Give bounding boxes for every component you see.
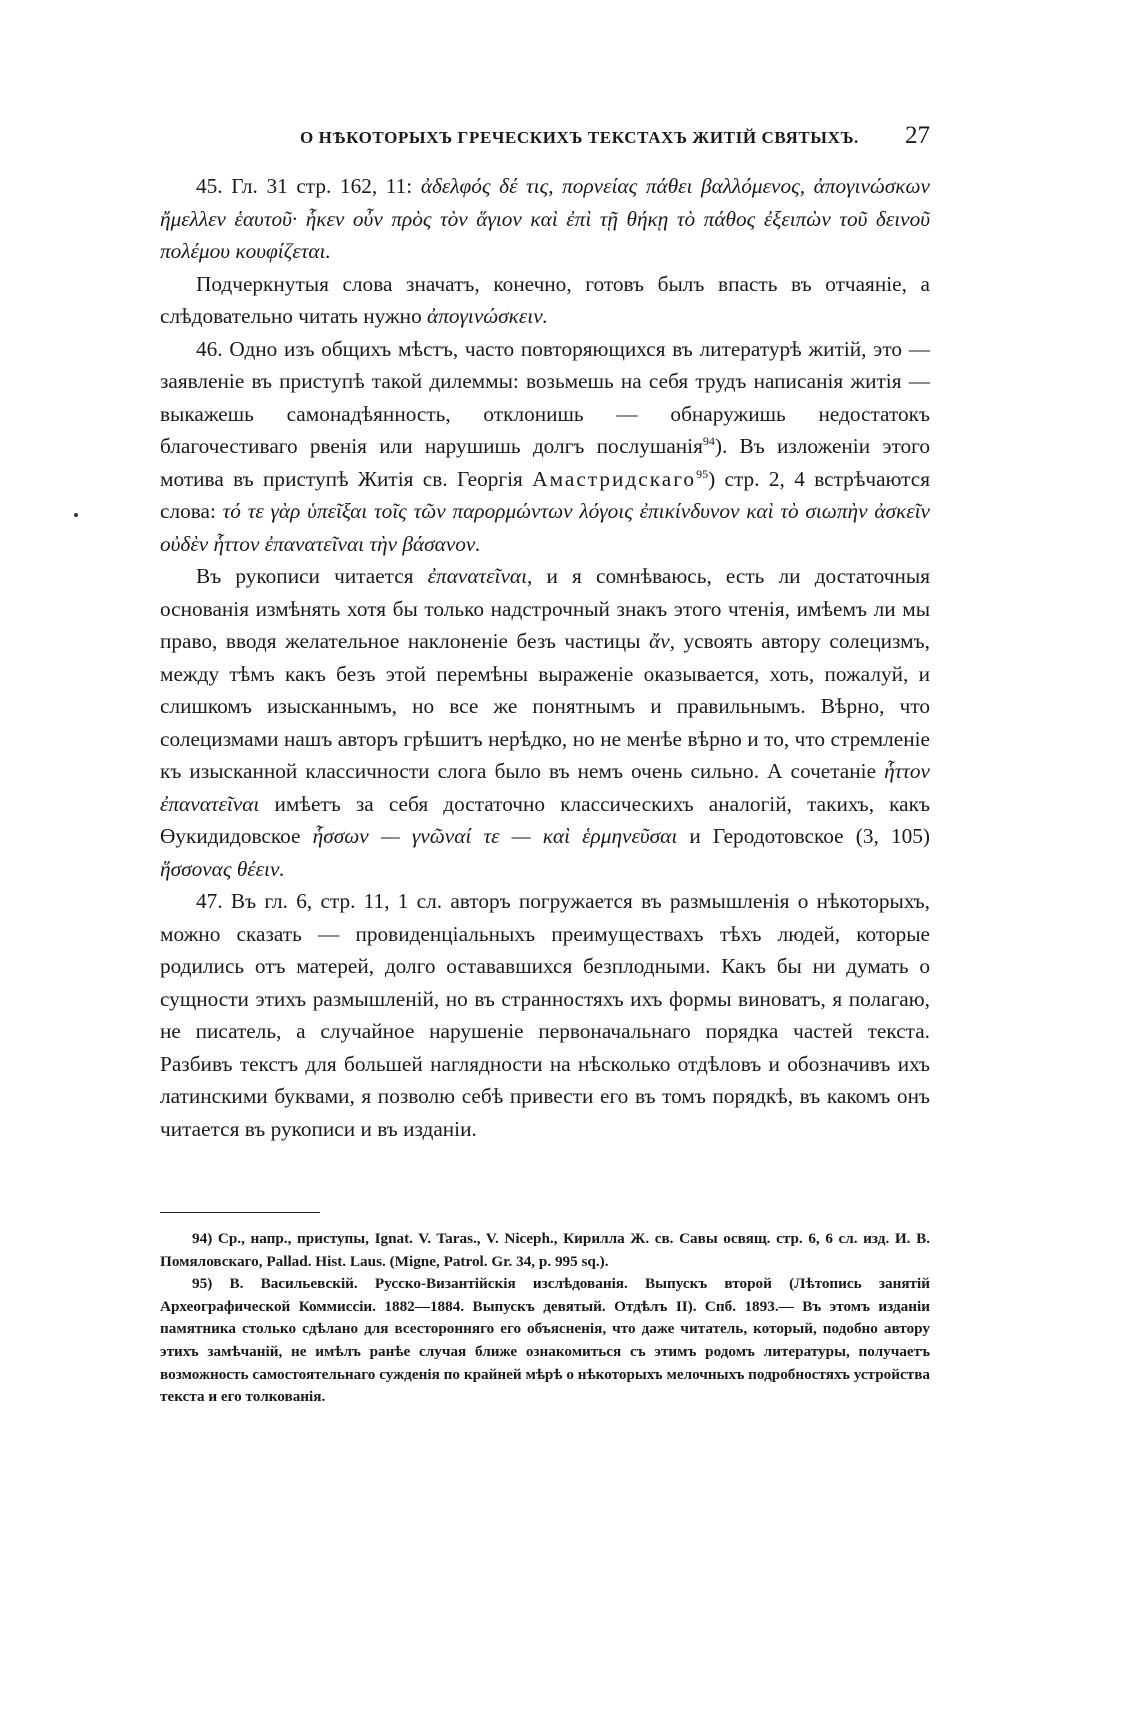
margin-mark (74, 513, 78, 517)
section-number: 47. (196, 889, 223, 913)
footnotes (160, 1228, 930, 1409)
paragraph-text: ). Въ изложеніи этого мотива въ приступѣ Житія св. Георгія (160, 434, 930, 491)
greek-word: ἧσσων — γνῶναί τε — καὶ ἑρμηνεῦσαι (312, 824, 678, 848)
main-text (160, 170, 930, 1145)
running-head (160, 124, 930, 154)
greek-word: ἥσσονας θέειν. (160, 856, 285, 881)
paragraph-text: Въ гл. 6, стр. 11, 1 сл. авторъ погружается въ размышленія о нѣкоторыхъ, можно сказать — провиденціальныхъ преимуществахъ тѣхъ людей, которые родились отъ матерей, долго остававшихся безплодными. Какъ бы ни думать о сущности этихъ размышленій, но въ странностяхъ ихъ формы виноватъ, я полагаю, не писатель, а случайное нарушеніе первоначальнаго порядка частей текста. Разбивъ текстъ для большей наглядности на нѣсколько отдѣловъ и обозначивъ ихъ латинскими буквами, я позволю себѣ привести его въ томъ порядкѣ, въ какомъ онъ читается въ рукописи и въ изданіи. (160, 889, 931, 1141)
greek-quote: τό τε γὰρ ὑπεῖξαι τοῖς τῶν παρορμώντων λόγοις ἐπικίνδυνον καὶ τὸ σιωπὴν ἀσκεῖν οὐδὲν ἧττον ἐπανατεῖναι τὴν βάσανον. (160, 499, 930, 556)
footnote-ref-94[interactable]: 94 (702, 433, 715, 448)
page-number: 27 (905, 122, 930, 149)
reference: Гл. 31 стр. 162, 11: (231, 174, 413, 198)
footnote-94: 94) Ср., напр., приступы, Ignat. V. Taras., V. Niceph., Кирилла Ж. св. Савы освящ. стр. 6, 6 сл. изд. И. В. Помяловскаго, Pallad. Hist. Laus. (Migne, Patrol. Gr. 34, p. 995 sq.). (160, 1230, 930, 1270)
paragraph-text: Въ рукописи читается (196, 564, 414, 588)
running-title: О НѢКОТОРЫХЪ ГРЕЧЕСКИХЪ ТЕКСТАХЪ ЖИТІЙ СВЯТЫХЪ. (300, 128, 859, 147)
paragraph-text: Одно изъ общихъ мѣстъ, часто повторяющихся въ литературѣ житій, это — заявленіе въ приступѣ такой дилеммы: возьмешь на себя трудъ написанія житія — выкажешь самонадѣянность, отклонишь — обнаружишь недостатокъ благочестиваго рвенія или нарушишь долгъ послушанія (160, 336, 930, 458)
spaced-name: Амастридскаго (532, 466, 697, 491)
paragraph-text: и я сомнѣваюсь, есть ли достаточныя основанія измѣнять хотя бы только надстрочный знакъ этого чтенія, имѣемъ ли мы право, вводя желательное наклоненіе безъ частицы (160, 564, 930, 653)
footnote-95: 95) В. Васильевскій. Русско-Византійскія изслѣдованія. Выпускъ второй (Лѣтопись занятій Археографической Коммиссіи. 1882—1884. Выпускъ девятый. Отдѣлъ II). Спб. 1893.— Въ этомъ изданіи памятника столько сдѣлано для всесторонняго его объясненія, что даже читатель, который, подобно автору этихъ замѣчаній, не имѣлъ ранѣе случая ближе ознакомиться съ этимъ родомъ литературы, получаетъ возможность самостоятельнаго сужденія по крайней мѣрѣ о нѣкоторыхъ мелочныхъ подробностяхъ устройства текста и его толкованія. (160, 1275, 930, 1406)
greek-word: ἐπανατεῖναι, (427, 564, 533, 588)
greek-word: ἄν, (649, 629, 675, 653)
greek-word: ἀπογινώσκειν. (427, 304, 548, 328)
section-number: 46. (196, 336, 223, 361)
paragraph-45 (160, 170, 930, 268)
paragraph-47 (160, 885, 930, 1145)
paragraph-46-comment (160, 560, 930, 885)
greek-word: ἧττον ἐπανατεῖναι (160, 759, 930, 816)
greek-quote: ἀδελφός δέ τις, πορνείας πάθει βαλλόμενος, ἀπογινώσκων ἤμελλεν ἑαυτοῦ· ἧκεν οὖν πρὸς τὸν ἅγιον καὶ ἐπὶ τῇ θήκῃ τὸ πάθος ἐξειπὼν τοῦ δεινοῦ πολέμου κουφίζεται. (160, 174, 930, 263)
paragraph-text: имѣетъ за себя достаточно классическихъ аналогій, такихъ, какъ Өукидидовское (160, 791, 930, 848)
footnote-separator (160, 1212, 320, 1213)
paragraph-text: и Геродотовское (3, 105) (689, 824, 930, 848)
paragraph-46 (160, 333, 930, 561)
paragraph-45-comment (160, 268, 930, 333)
section-number: 45. (196, 174, 223, 198)
paragraph-text: Подчеркнутыя слова значатъ, конечно, готовъ былъ впасть въ отчаяніе, а слѣдовательно читать нужно (160, 271, 930, 328)
paragraph-text: ) стр. 2, 4 встрѣчаются слова: (160, 466, 930, 523)
footnote-ref-95[interactable]: 95 (696, 466, 709, 481)
paragraph-text: усвоять автору солецизмъ, между тѣмъ какъ безъ этой перемѣны выраженіе оказывается, хоть, пожалуй, и слишкомъ изысканнымъ, но все же понятнымъ и правильнымъ. Вѣрно, что солецизмами нашъ авторъ грѣшитъ нерѣдко, но не менѣе вѣрно и то, что стремленіе къ изысканной классичности слога было въ немъ очень сильно. А сочетаніе (160, 629, 930, 783)
